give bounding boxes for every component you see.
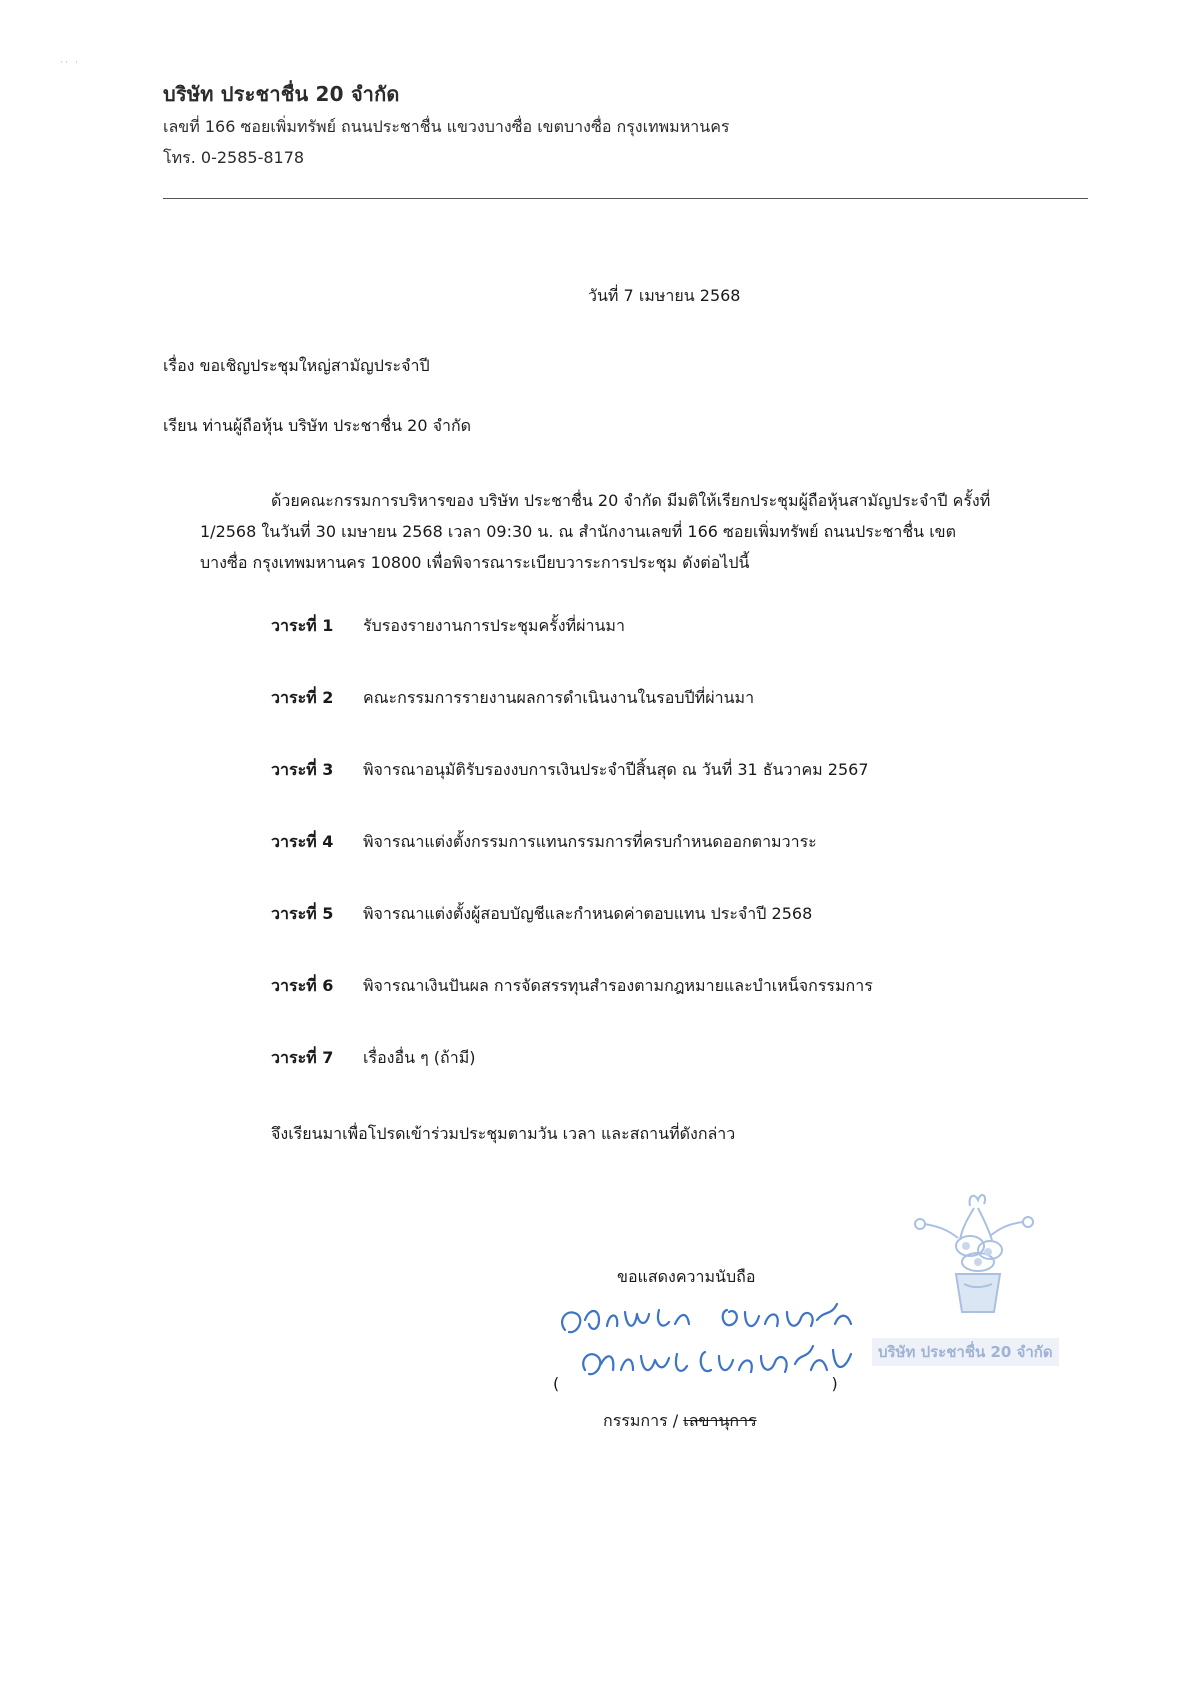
agenda-number: วาระที่ 6 [271, 976, 334, 995]
agenda-text: คณะกรรมการรายงานผลการดำเนินงานในรอบปีที่ผ่านมา [363, 688, 755, 707]
regards-text: ขอแสดงความนับถือ [617, 1267, 756, 1286]
letter-subject: เรื่อง ขอเชิญประชุมใหญ่สามัญประจำปี [163, 356, 430, 375]
paren-close: ) [831, 1374, 838, 1393]
agenda-text: พิจารณาแต่งตั้งกรรมการแทนกรรมการที่ครบกำหนดออกตามวาระ [363, 832, 817, 851]
agenda-text: พิจารณาเงินปันผล การจัดสรรทุนสำรองตามกฎหมายและบำเหน็จกรรมการ [363, 976, 873, 995]
agenda-item [271, 614, 625, 639]
agenda-text: รับรองรายงานการประชุมครั้งที่ผ่านมา [363, 616, 625, 635]
body-line: 1/2568 ในวันที่ 30 เมษายน 2568 เวลา 09:30 น. ณ สำนักงานเลขที่ 166 ซอยเพิ่มทรัพย์ ถนนประชาชื่น เขต [200, 522, 956, 541]
body-line: บางซื่อ กรุงเทพมหานคร 10800 เพื่อพิจารณาระเบียบวาระการประชุม ดังต่อไปนี้ [200, 553, 750, 572]
agenda-item [271, 902, 812, 927]
letterhead-address: เลขที่ 166 ซอยเพิ่มทรัพย์ ถนนประชาชื่น แขวงบางซื่อ เขตบางซื่อ กรุงเทพมหานคร [163, 117, 730, 136]
agenda-number: วาระที่ 1 [271, 616, 334, 635]
agenda-text: เรื่องอื่น ๆ (ถ้ามี) [363, 1048, 476, 1067]
agenda-item [271, 974, 873, 999]
agenda-item [271, 758, 869, 783]
agenda-item [271, 830, 817, 855]
agenda-text: พิจารณาแต่งตั้งผู้สอบบัญชีและกำหนดค่าตอบแทน ประจำปี 2568 [363, 904, 813, 923]
agenda-number: วาระที่ 7 [271, 1048, 334, 1067]
body-line: ด้วยคณะกรรมการบริหารของ บริษัท ประชาชื่น 20 จำกัด มีมติให้เรียกประชุมผู้ถือหุ้นสามัญประจำปี ครั้งที่ [271, 491, 991, 510]
scan-artifact: · · · [60, 58, 78, 67]
body-paragraph [200, 485, 1095, 578]
agenda-item [271, 686, 754, 711]
paren-open: ( [553, 1374, 560, 1393]
signatory-position [603, 1409, 757, 1434]
letterhead-divider [163, 198, 1088, 199]
agenda-number: วาระที่ 5 [271, 904, 334, 923]
agenda-number: วาระที่ 3 [271, 760, 334, 779]
company-seal-logo [908, 1188, 1038, 1328]
agenda-number: วาระที่ 2 [271, 688, 334, 707]
agenda-item [271, 1046, 476, 1071]
agenda-number: วาระที่ 4 [271, 832, 334, 851]
closing-sentence: จึงเรียนมาเพื่อโปรดเข้าร่วมประชุมตามวัน เวลา และสถานที่ดังกล่าว [271, 1124, 736, 1143]
position-secretary-struck: เลขานุการ [683, 1411, 757, 1430]
letter-addressee: เรียน ท่านผู้ถือหุ้น บริษัท ประชาชื่น 20 จำกัด [163, 416, 472, 435]
agenda-text: พิจารณาอนุมัติรับรองงบการเงินประจำปีสิ้นสุด ณ วันที่ 31 ธันวาคม 2567 [363, 760, 869, 779]
letterhead-phone: โทร. 0-2585-8178 [163, 148, 305, 167]
signatory-name-line [553, 1374, 838, 1393]
company-stamp: บริษัท ประชาชื่น 20 จำกัด [872, 1338, 1059, 1366]
letterhead-company-name: บริษัท ประชาชื่น 20 จำกัด [163, 82, 400, 106]
position-director: กรรมการ / [603, 1411, 679, 1430]
letter-date: วันที่ 7 เมษายน 2568 [588, 286, 741, 305]
